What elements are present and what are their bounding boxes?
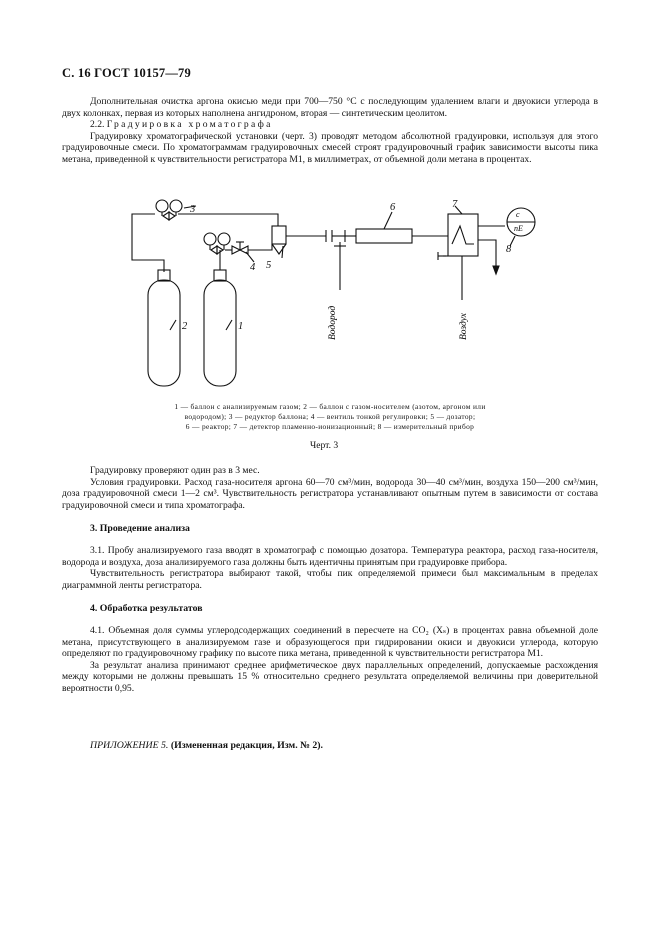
label-5: 5 [266, 260, 272, 271]
label-7: 7 [452, 199, 458, 210]
dozer-5-bottom [272, 244, 286, 254]
cylinder-2 [148, 280, 180, 386]
section-3-heading: 3. Проведение анализа [90, 523, 190, 535]
cylinder-1 [204, 280, 236, 386]
paragraph-calibration-conditions: Условия градуировки. Расход газа-носителя аргона 60—70 см³/мин, водорода 30—40 см³/мин, воздуха 150—200 см³/мин, доза градуировочной смеси 1—2 см³. Чувствительность регистратора устанавливают опытным путем в зависимости от состава градуировочной смеси и типа хроматографа. [62, 476, 598, 511]
appendix-note [90, 740, 323, 751]
figure-legend [110, 402, 550, 432]
reactor-6 [356, 229, 412, 243]
dozer-5 [272, 226, 286, 244]
gauge-1b [218, 233, 230, 245]
gauge-3a [156, 200, 168, 212]
paragraph-3-1: 3.1. Пробу анализируемого газа вводят в хроматограф с помощью дозатора. Температура реактора, расход газа-носителя, водорода и воздуха, доза анализируемого газа должны быть идентичны принятым при градуировке прибора. [62, 544, 598, 568]
instrument-label: пЕ [514, 224, 523, 233]
hydrogen-label: Водород [328, 305, 338, 340]
label-6: 6 [390, 202, 396, 213]
pipe-reducer-to-cylinder-2 [132, 214, 164, 272]
label-1: 1 [238, 321, 244, 332]
paragraph-check-interval: Градуировку проверяют один раз в 3 мес. [90, 465, 260, 476]
instrument-label-c: с [516, 210, 520, 219]
pipe-carrier-to-dozer [178, 214, 278, 226]
detector-peak [452, 226, 474, 244]
label-3: 3 [190, 204, 196, 215]
section-2-2-number: 2.2. [90, 119, 105, 131]
pipe-valve-to-dozer [248, 244, 272, 250]
label-2: 2 [182, 321, 188, 332]
page-header: С. 16 ГОСТ 10157—79 [62, 66, 191, 80]
legend-line-1: 1 — баллон с анализируемым газом; 2 — баллон с газом-носителем (азотом, аргоном или [174, 402, 486, 411]
gauge-1a [204, 233, 216, 245]
label-8: 8 [506, 244, 512, 255]
paragraph-calibration-method: Градуировку хроматографической установки (черт. 3) проводят методом абсолютной градуировки, используя для этого градуировочные смеси. По хроматограммам градуировочных смесей строят градуировочный график зависимости высоты пика метана, приведенной к чувствительности регистратора М1, в миллиметрах, от объемной доли метана в процентах. [62, 130, 598, 165]
cylinder-1-valve [214, 270, 226, 281]
paragraph-result: За результат анализа принимают среднее арифметическое двух параллельных определений, допускаемые расхождения между которыми не должны превышать 15 % относительно среднего результата определяемой величины при доверительной вероятности 0,95. [62, 659, 598, 694]
section-4-heading: 4. Обработка результатов [90, 603, 203, 615]
section-2-2-title: Градуировка хроматографа [106, 119, 273, 131]
air-label: Воздух [459, 313, 469, 340]
appendix-edition: (Измененная редакция, Изм. № 2). [170, 740, 324, 751]
gauge-3b [170, 200, 182, 212]
appendix-label: ПРИЛОЖЕНИЕ 5. [90, 740, 169, 751]
body-block [62, 465, 598, 695]
paragraph-argon-purification: Дополнительная очистка аргона окисью меди при 700—750 °С с последующим удалением влаги и двуокиси углерода в двух колонках, первая из которых наполнена ангидроном, вторая — синтетическим цеолитом. [62, 96, 598, 119]
paragraph-sensitivity: Чувствительность регистратора выбирают такой, чтобы пик определяемой примеси был максимальным в пределах диаграммной ленты регистратора. [62, 568, 598, 591]
paragraph-4-1: 4.1. Объемная доля суммы углеродсодержащих соединений в пересчете на СО₂ (Xₛ) в процентах равна объемной доле метана, присутствующего в анализируемом газе и образующегося при гидрировании окиси и двуокиси углерода, которую определяют по градуировочному графику по высоте пика метана, приведенной к чувствительности регистратора М1. [62, 624, 598, 660]
figure-caption: Черт. 3 [310, 440, 339, 451]
legend-line-2: водородом); 3 — редуктор баллона; 4 — вентиль тонкой регулировки; 5 — дозатор; [184, 412, 476, 421]
label-4: 4 [250, 262, 256, 273]
legend-line-3: 6 — реактор; 7 — детектор пламенно-ионизационный; 8 — измерительный прибор [185, 422, 475, 431]
